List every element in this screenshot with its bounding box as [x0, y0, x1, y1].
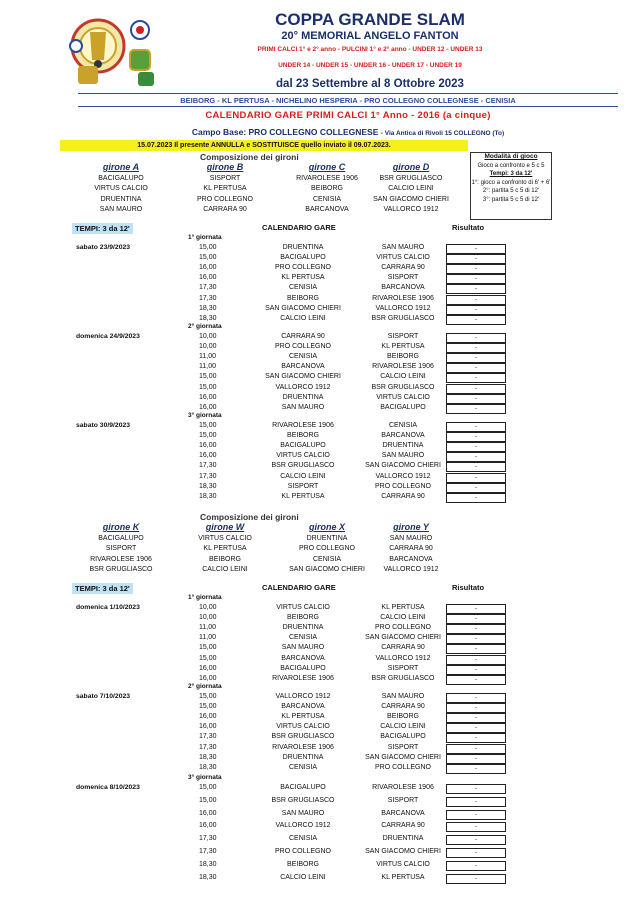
group-header: girone D	[392, 162, 430, 172]
away-team: SAN MAURO	[381, 244, 425, 251]
away-team: VIRTUS CALCIO	[376, 860, 430, 868]
away-team: SISPORT	[387, 796, 419, 804]
match-time: 11,00	[199, 363, 216, 371]
match-time: 10,00	[199, 333, 217, 340]
match-time: 17,30	[199, 472, 217, 480]
group-team: BACIGALUPO	[98, 535, 144, 542]
result-header: Risultato	[452, 583, 485, 592]
result-box: -	[446, 723, 506, 733]
match-time: 16,00	[199, 264, 217, 272]
result-box: -	[446, 394, 506, 404]
group-header: girone Y	[393, 522, 429, 532]
result-box: -	[446, 422, 506, 432]
result-box: -	[446, 483, 506, 493]
group-team: SAN GIACOMO CHIERI	[289, 565, 365, 573]
home-team: DRUENTINA	[282, 753, 324, 761]
group-team: CARRARA 90	[389, 545, 433, 553]
group-team: VIRTUS CALCIO	[94, 185, 148, 193]
home-team: VIRTUS CALCIO	[276, 723, 330, 731]
away-team: PRO COLLEGNO	[374, 624, 431, 632]
divider	[78, 106, 618, 107]
home-team: CENISIA	[288, 763, 317, 771]
group-team: SISPORT	[209, 175, 241, 182]
result-box: -	[446, 848, 506, 858]
categories-line-2: UNDER 14 - UNDER 15 - UNDER 16 - UNDER 17 - UNDER 19	[278, 62, 462, 69]
home-team: SAN MAURO	[281, 644, 325, 652]
home-team: BEIBORG	[287, 614, 319, 622]
group-team: BARCANOVA	[305, 205, 349, 213]
group-team: RIVAROLESE 1906	[296, 175, 358, 182]
match-date: sabato 7/10/2023	[76, 693, 131, 700]
giornata-label: 1° giornata	[188, 234, 222, 241]
away-team: DRUENTINA	[382, 835, 424, 843]
away-team: SAN GIACOMO CHIERI	[365, 462, 441, 470]
home-team: CALCIO LEINI	[280, 314, 326, 322]
group-header: girone K	[102, 522, 140, 532]
away-team: CARRARA 90	[381, 644, 425, 652]
match-time: 15,00	[199, 703, 217, 711]
campo-address: - Via Antica di Rivoli 15 COLLEGNO (To)	[380, 130, 505, 137]
tournament-logo	[68, 10, 163, 88]
match-date: domenica 8/10/2023	[76, 784, 140, 791]
group-team: BEIBORG	[209, 555, 241, 563]
match-time: 16,00	[199, 809, 217, 817]
page-subtitle: 20° MEMORIAL ANGELO FANTON	[281, 30, 459, 42]
away-team: BARCANOVA	[381, 809, 425, 817]
result-box: -	[446, 797, 506, 807]
result-box: -	[446, 822, 506, 832]
match-time: 16,00	[199, 403, 217, 411]
group-team: VALLORCO 1912	[383, 565, 439, 573]
giornata-label: 1° giornata	[188, 594, 222, 601]
away-team: VALLORCO 1912	[375, 654, 431, 662]
home-team: KL PERTUSA	[281, 713, 325, 721]
group-team: KL PERTUSA	[203, 185, 247, 193]
campo-label: Campo Base: PRO COLLEGNO COLLEGNESE	[191, 127, 379, 137]
result-box: -	[446, 764, 506, 774]
home-team: PRO COLLEGNO	[274, 343, 331, 351]
result-box: -	[446, 264, 506, 274]
away-team: BARCANOVA	[381, 284, 425, 292]
result-box: -	[446, 254, 506, 264]
result-box: -	[446, 305, 506, 315]
match-time: 15,00	[199, 796, 217, 804]
match-time: 17,30	[199, 848, 217, 855]
result-box: -	[446, 353, 506, 363]
home-team: VIRTUS CALCIO	[276, 604, 330, 611]
match-time: 15,00	[199, 383, 217, 391]
away-team: KL PERTUSA	[381, 873, 425, 881]
result-box: -	[446, 363, 506, 373]
calendar-header: CALENDARIO GARE	[262, 583, 336, 592]
home-team: CALCIO LEINI	[280, 472, 326, 480]
away-team: CENISIA	[388, 422, 417, 429]
away-team: SISPORT	[387, 274, 419, 282]
groups-title: Composizione dei gironi	[200, 152, 299, 162]
modalita-line: 3°: partita 5 c 5 di 12'	[482, 196, 540, 203]
group-team: BEIBORG	[311, 185, 343, 193]
home-team: BARCANOVA	[281, 703, 325, 711]
result-box: -	[446, 284, 506, 294]
home-team: BARCANOVA	[281, 363, 325, 371]
home-team: BACIGALUPO	[280, 664, 326, 672]
away-team: VIRTUS CALCIO	[376, 254, 430, 262]
match-date: sabato 30/9/2023	[76, 422, 131, 429]
home-team: CENISIA	[288, 284, 317, 292]
group-team: CALCIO LEINI	[202, 565, 248, 573]
home-team: BACIGALUPO	[280, 442, 326, 450]
away-team: SAN MAURO	[381, 693, 425, 700]
home-team: BEIBORG	[287, 294, 319, 302]
giornata-label: 3° giornata	[188, 412, 222, 419]
away-team: SAN GIACOMO CHIERI	[365, 634, 441, 642]
result-box: -	[446, 754, 506, 764]
result-box: -	[446, 373, 506, 383]
result-box: -	[446, 655, 506, 665]
result-box: -	[446, 713, 506, 723]
match-time: 16,00	[199, 274, 217, 282]
home-team: RIVAROLESE 1906	[272, 743, 334, 751]
group-header: girone C	[308, 162, 346, 172]
match-time: 18,30	[199, 753, 217, 761]
modalita-box	[470, 152, 552, 220]
home-team: SAN GIACOMO CHIERI	[265, 304, 341, 312]
modalita-line: 1°: gioco a confronto di 6' + 6'	[471, 179, 551, 186]
match-time: 18,30	[199, 860, 217, 868]
result-box: -	[446, 835, 506, 845]
match-time: 15,00	[199, 784, 217, 791]
tempi-label: TEMPI: 3 da 12'	[72, 223, 133, 234]
result-box: -	[446, 604, 506, 614]
home-team: SAN MAURO	[281, 809, 325, 817]
match-date: sabato 23/9/2023	[76, 244, 131, 251]
group-team: DRUENTINA	[100, 195, 142, 203]
group-team: VIRTUS CALCIO	[198, 535, 252, 542]
result-box: -	[446, 473, 506, 483]
away-team: SISPORT	[387, 743, 419, 751]
group-team: SISPORT	[105, 545, 137, 553]
group-header: girone A	[102, 162, 140, 172]
match-time: 17,30	[199, 743, 217, 751]
campo-base	[78, 127, 618, 137]
match-time: 18,30	[199, 492, 217, 500]
group-header: girone X	[308, 522, 345, 532]
result-box: -	[446, 784, 506, 794]
home-team: KL PERTUSA	[281, 492, 325, 500]
result-box: -	[446, 733, 506, 743]
calendar-header: CALENDARIO GARE	[262, 223, 336, 232]
home-team: BARCANOVA	[281, 654, 325, 662]
match-time: 17,30	[199, 284, 217, 292]
home-team: DRUENTINA	[282, 624, 324, 632]
organizing-teams: BEIBORG - KL PERTUSA - NICHELINO HESPERIA - PRO COLLEGNO COLLEGNESE - CENISIA	[180, 96, 516, 105]
away-team: CARRARA 90	[381, 492, 425, 500]
match-time: 15,00	[199, 644, 217, 652]
home-team: BSR GRUGLIASCO	[271, 796, 335, 804]
home-team: VALLORCO 1912	[275, 383, 331, 391]
divider	[78, 93, 618, 94]
match-time: 16,00	[199, 664, 217, 672]
away-team: CALCIO LEINI	[380, 723, 426, 731]
away-team: PRO COLLEGNO	[374, 763, 431, 771]
away-team: BACIGALUPO	[380, 403, 426, 411]
modalita-line: 2°: partita 5 c 5 di 12'	[482, 188, 540, 194]
match-time: 16,00	[199, 452, 217, 460]
match-date: domenica 24/9/2023	[76, 333, 140, 340]
group-team: CALCIO LEINI	[388, 185, 434, 193]
away-team: PRO COLLEGNO	[374, 482, 431, 490]
match-time: 15,00	[199, 254, 217, 262]
giornata-label: 3° giornata	[188, 774, 222, 781]
home-team: BSR GRUGLIASCO	[271, 733, 335, 741]
away-team: BSR GRUGLIASCO	[371, 383, 435, 391]
match-time: 16,00	[199, 713, 217, 721]
group-team: VALLORCO 1912	[383, 205, 439, 213]
group-team: SAN GIACOMO CHIERI	[373, 195, 449, 203]
match-time: 11,00	[199, 624, 216, 632]
group-team: BSR GRUGLIASCO	[379, 175, 443, 182]
result-box: -	[446, 295, 506, 305]
group-header: girone W	[205, 522, 245, 532]
group-team: CENISIA	[312, 195, 341, 203]
match-time: 15,00	[199, 654, 217, 662]
result-box: -	[446, 861, 506, 871]
notice-banner: 15.07.2023 Il presente ANNULLA e SOSTITUISCE quello inviato il 09.07.2023.	[60, 140, 468, 151]
result-box: -	[446, 343, 506, 353]
result-box: -	[446, 384, 506, 394]
match-time: 15,00	[199, 244, 217, 251]
home-team: RIVAROLESE 1906	[272, 422, 334, 429]
home-team: BEIBORG	[287, 860, 319, 868]
group-team: CARRARA 90	[203, 205, 247, 213]
away-team: DRUENTINA	[382, 442, 424, 450]
result-box: -	[446, 624, 506, 634]
match-date: domenica 1/10/2023	[76, 604, 140, 611]
away-team: BEIBORG	[387, 353, 419, 361]
match-time: 18,30	[199, 873, 217, 881]
group-header: girone B	[206, 162, 244, 172]
home-team: VALLORCO 1912	[275, 822, 331, 830]
match-time: 16,00	[199, 442, 217, 450]
group-team: PRO COLLEGNO	[298, 545, 355, 553]
result-box: -	[446, 634, 506, 644]
match-time: 18,30	[199, 763, 217, 771]
match-time: 15,00	[199, 422, 217, 429]
tempi-label: TEMPI: 3 da 12'	[72, 583, 133, 594]
home-team: RIVAROLESE 1906	[272, 674, 334, 682]
away-team: CARRARA 90	[381, 264, 425, 272]
home-team: BSR GRUGLIASCO	[271, 462, 335, 470]
giornata-label: 2° giornata	[188, 683, 222, 690]
result-box: -	[446, 244, 506, 254]
groups-title: Composizione dei gironi	[200, 512, 299, 522]
result-box: -	[446, 665, 506, 675]
home-team: DRUENTINA	[282, 393, 324, 401]
match-time: 11,00	[199, 353, 216, 361]
match-time: 16,00	[199, 393, 217, 401]
match-time: 11,00	[199, 634, 216, 642]
group-team: CENISIA	[312, 555, 341, 563]
result-box: -	[446, 404, 506, 414]
away-team: CARRARA 90	[381, 703, 425, 711]
group-team: SAN MAURO	[389, 535, 433, 542]
match-time: 18,30	[199, 304, 217, 312]
match-time: 16,00	[199, 723, 217, 731]
home-team: SAN MAURO	[281, 403, 325, 411]
away-team: RIVAROLESE 1906	[372, 784, 434, 791]
home-team: BACIGALUPO	[280, 784, 326, 791]
away-team: KL PERTUSA	[381, 343, 425, 351]
match-time: 10,00	[199, 604, 217, 611]
match-time: 16,00	[199, 674, 217, 682]
home-team: CENISIA	[288, 835, 317, 843]
result-box: -	[446, 675, 506, 685]
away-team: SAN GIACOMO CHIERI	[365, 753, 441, 761]
away-team: SISPORT	[387, 664, 419, 672]
away-team: SAN MAURO	[381, 452, 425, 460]
home-team: SISPORT	[287, 482, 319, 490]
result-box: -	[446, 644, 506, 654]
result-box: -	[446, 274, 506, 284]
home-team: BACIGALUPO	[280, 254, 326, 262]
home-team: PRO COLLEGNO	[274, 264, 331, 272]
group-team: BACIGALUPO	[98, 175, 144, 182]
match-time: 18,30	[199, 314, 217, 322]
away-team: BSR GRUGLIASCO	[371, 674, 435, 682]
match-time: 15,00	[199, 693, 217, 700]
modalita-line: Gioco a confronto e 5 c 5	[477, 162, 545, 169]
match-time: 15,00	[199, 432, 217, 440]
home-team: VIRTUS CALCIO	[276, 452, 330, 460]
tournament-dates: dal 23 Settembre al 8 Ottobre 2023	[276, 78, 464, 90]
modalita-title: Modalità di gioco	[484, 153, 538, 160]
result-box: -	[446, 693, 506, 703]
away-team: VALLORCO 1912	[375, 304, 431, 312]
result-box: -	[446, 614, 506, 624]
group-team: KL PERTUSA	[203, 545, 247, 553]
away-team: VIRTUS CALCIO	[376, 393, 430, 401]
modalita-line: Tempi: 3 da 12'	[489, 171, 533, 177]
home-team: CENISIA	[288, 634, 317, 642]
home-team: CALCIO LEINI	[280, 873, 326, 881]
away-team: BACIGALUPO	[380, 733, 426, 741]
away-team: RIVAROLESE 1906	[372, 363, 434, 371]
group-team: RIVAROLESE 1906	[90, 555, 152, 563]
home-team: KL PERTUSA	[281, 274, 325, 282]
result-header: Risultato	[452, 223, 485, 232]
group-team: BSR GRUGLIASCO	[89, 565, 153, 573]
home-team: PRO COLLEGNO	[274, 848, 331, 855]
match-time: 17,30	[199, 294, 217, 302]
match-time: 17,30	[199, 462, 217, 470]
group-team: PRO COLLEGNO	[196, 195, 253, 203]
group-team: SAN MAURO	[99, 205, 143, 213]
page-title: COPPA GRANDE SLAM	[275, 10, 465, 29]
group-team: DRUENTINA	[306, 535, 348, 542]
home-team: VALLORCO 1912	[275, 693, 331, 700]
result-box: -	[446, 874, 506, 884]
away-team: BEIBORG	[387, 713, 419, 721]
home-team: BEIBORG	[287, 432, 319, 440]
match-time: 10,00	[199, 343, 217, 351]
group-team: BARCANOVA	[389, 555, 433, 563]
result-box: -	[446, 315, 506, 325]
calendar-title: CALENDARIO GARE PRIMI CALCI 1° Anno - 2016 (a cinque)	[205, 110, 491, 121]
result-box: -	[446, 452, 506, 462]
categories-line-1: PRIMI CALCI 1° e 2° anno - PULCINI 1° e 2° anno - UNDER 12 - UNDER 13	[257, 46, 483, 53]
match-time: 15,00	[199, 373, 217, 381]
result-box: -	[446, 432, 506, 442]
match-time: 18,30	[199, 482, 217, 490]
home-team: SAN GIACOMO CHIERI	[265, 373, 341, 381]
away-team: CALCIO LEINI	[380, 614, 426, 622]
home-team: CENISIA	[288, 353, 317, 361]
away-team: KL PERTUSA	[381, 604, 425, 611]
match-time: 16,00	[199, 822, 217, 830]
result-box: -	[446, 744, 506, 754]
giornata-label: 2° giornata	[188, 323, 222, 330]
result-box: -	[446, 462, 506, 472]
match-time: 17,30	[199, 835, 217, 843]
away-team: CALCIO LEINI	[380, 373, 426, 381]
away-team: SISPORT	[387, 333, 419, 340]
result-box: -	[446, 703, 506, 713]
result-box: -	[446, 333, 506, 343]
away-team: CARRARA 90	[381, 822, 425, 830]
match-time: 17,30	[199, 733, 217, 741]
match-time: 10,00	[199, 614, 217, 622]
away-team: BSR GRUGLIASCO	[371, 314, 435, 322]
away-team: BARCANOVA	[381, 432, 425, 440]
result-box: -	[446, 810, 506, 820]
home-team: CARRARA 90	[281, 333, 325, 340]
away-team: VALLORCO 1912	[375, 472, 431, 480]
away-team: RIVAROLESE 1906	[372, 294, 434, 302]
result-box: -	[446, 442, 506, 452]
result-box: -	[446, 493, 506, 503]
home-team: DRUENTINA	[282, 244, 324, 251]
away-team: SAN GIACOMO CHIERI	[365, 848, 441, 855]
